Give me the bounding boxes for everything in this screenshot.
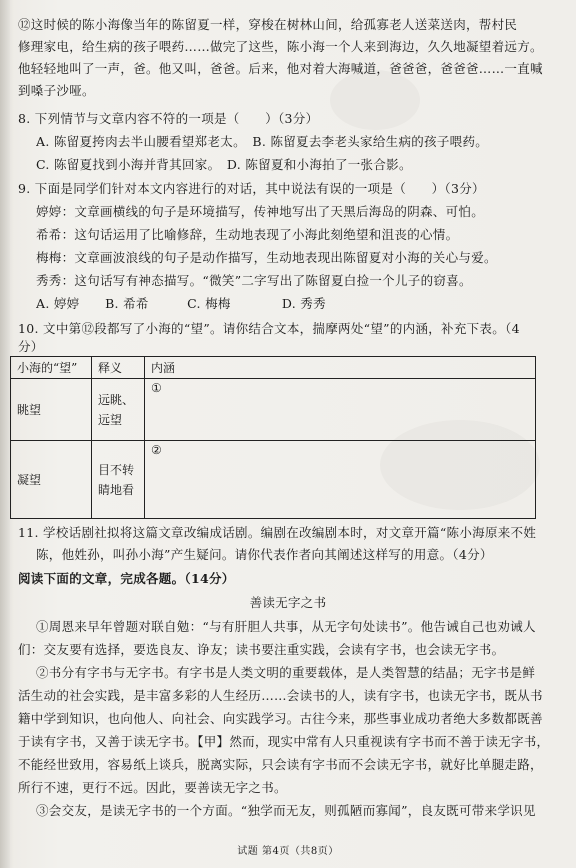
question-8-options-ab: A. 陈留夏挎肉去半山腰看望郑老太。 B. 陈留夏去李老头家给生病的孩子喂药。 <box>36 134 489 149</box>
page-footer: 试题 第4页（共8页） <box>237 846 339 857</box>
binding-edge <box>0 0 10 868</box>
table-header-row <box>11 357 536 379</box>
question-10-stem: 10. 文中第⑫段都写了小海的“望”。请你结合文本，揣摩两处“望”的内涵，补充下表。（4 <box>18 321 520 336</box>
table-cell-answer[interactable]: ① <box>145 379 536 441</box>
passage-line: ⑫这时候的陈小海像当年的陈留夏一样，穿梭在树林山间，给孤寡老人送菜送肉，帮村民 <box>18 17 518 32</box>
question-9-dialog-line: 婷婷：文章画横线的句子是环境描写，传神地写出了天黑后海岛的阴森、可怕。 <box>36 204 485 219</box>
article-line: 活生动的社会实践，是丰富多彩的人生经历……会读书的人，读有字书，也读无字书，既从书 <box>18 688 543 703</box>
question-10-stem-cont: 分） <box>18 339 44 354</box>
passage-line: 到嗓子沙哑。 <box>18 83 95 98</box>
question-9-stem: 9. 下面是同学们针对本文内容进行的对话，其中说法有误的一项是（ ）（3分） <box>18 181 485 196</box>
article-line: 们：交友要有选择，要选良友、诤友；读书要注重实践，会读有字书，也会读无字书。 <box>18 642 505 657</box>
table-row <box>11 441 536 519</box>
question-11-stem: 11. 学校话剧社拟将这篇文章改编成话剧。编剧在改编剧本时，对文章开篇“陈小海原来不姓 <box>18 525 537 540</box>
article-line: ③会交友，是读无字书的一个方面。“独学而无友，则孤陋而寡闻”，良友既可带来学识见 <box>36 803 536 818</box>
reading-instruction: 阅读下面的文章，完成各题。（14分） <box>18 571 235 586</box>
answer-table <box>10 356 536 519</box>
table-cell-word: 凝望 <box>11 441 92 519</box>
table-cell-word: 眺望 <box>11 379 92 441</box>
passage-line: 修理家电，给生病的孩子喂药……做完了这些，陈小海一个人来到海边，久久地凝望着远方。 <box>18 39 543 54</box>
table-cell-meaning: 目不转睛地看 <box>92 441 145 519</box>
article-line: 不能经世致用，容易纸上谈兵，脱离实际，只会读有字书而不会读无字书，就好比单腿走路， <box>18 757 543 772</box>
article-line: ①周恩来早年曾题对联自勉：“与有肝胆人共事，从无字句处读书”。他告诫自己也劝诫人 <box>36 619 536 634</box>
question-9-dialog-line: 希希：这句话运用了比喻修辞，生动地表现了小海此刻绝望和沮丧的心情。 <box>36 227 459 242</box>
article-line: ②书分有字书与无字书。有字书是人类文明的重要载体，是人类智慧的结晶；无字书是鲜 <box>36 665 536 680</box>
question-9-dialog-line: 秀秀：这句话写有神态描写。“微笑”二字写出了陈留夏白捡一个儿子的窃喜。 <box>36 273 472 288</box>
table-cell-meaning: 远眺、远望 <box>92 379 145 441</box>
table-row <box>11 379 536 441</box>
table-cell-answer[interactable]: ② <box>145 441 536 519</box>
question-11-stem-cont: 陈，他姓孙，叫孙小海”产生疑问。请你代表作者向其阐述这样写的用意。（4分） <box>36 547 493 562</box>
article-line: 所行不速，更行不远。因此，要善读无字之书。 <box>18 780 287 795</box>
article-line: 于读有字书，又善于读无字书。【甲】然而，现实中常有人只重视读有字书而不善于读无字书， <box>18 734 550 749</box>
table-header-cell: 小海的“望” <box>11 357 92 379</box>
passage-line: 他轻轻地叫了一声，爸。他又叫，爸爸。后来，他对着大海喊道，爸爸爸，爸爸爸……一直喊 <box>18 61 543 76</box>
table-header-cell: 释义 <box>92 357 145 379</box>
question-8-options-cd: C. 陈留夏找到小海并背其回家。 D. 陈留夏和小海拍了一张合影。 <box>36 157 412 172</box>
question-8-stem: 8. 下列情节与文章内容不符的一项是（ ）（3分） <box>18 111 319 126</box>
question-9-dialog-line: 梅梅：文章画波浪线的句子是动作描写，生动地表现出陈留夏对小海的关心与爱。 <box>36 250 497 265</box>
table-header-cell: 内涵 <box>145 357 536 379</box>
question-9-options: A. 婷婷 B. 希希 C. 梅梅 D. 秀秀 <box>36 296 326 311</box>
article-title: 善读无字之书 <box>249 595 327 610</box>
article-line: 籍中学到知识，也向他人、向社会、向实践学习。古往今来，那些事业成功者绝大多数都既善 <box>18 711 543 726</box>
